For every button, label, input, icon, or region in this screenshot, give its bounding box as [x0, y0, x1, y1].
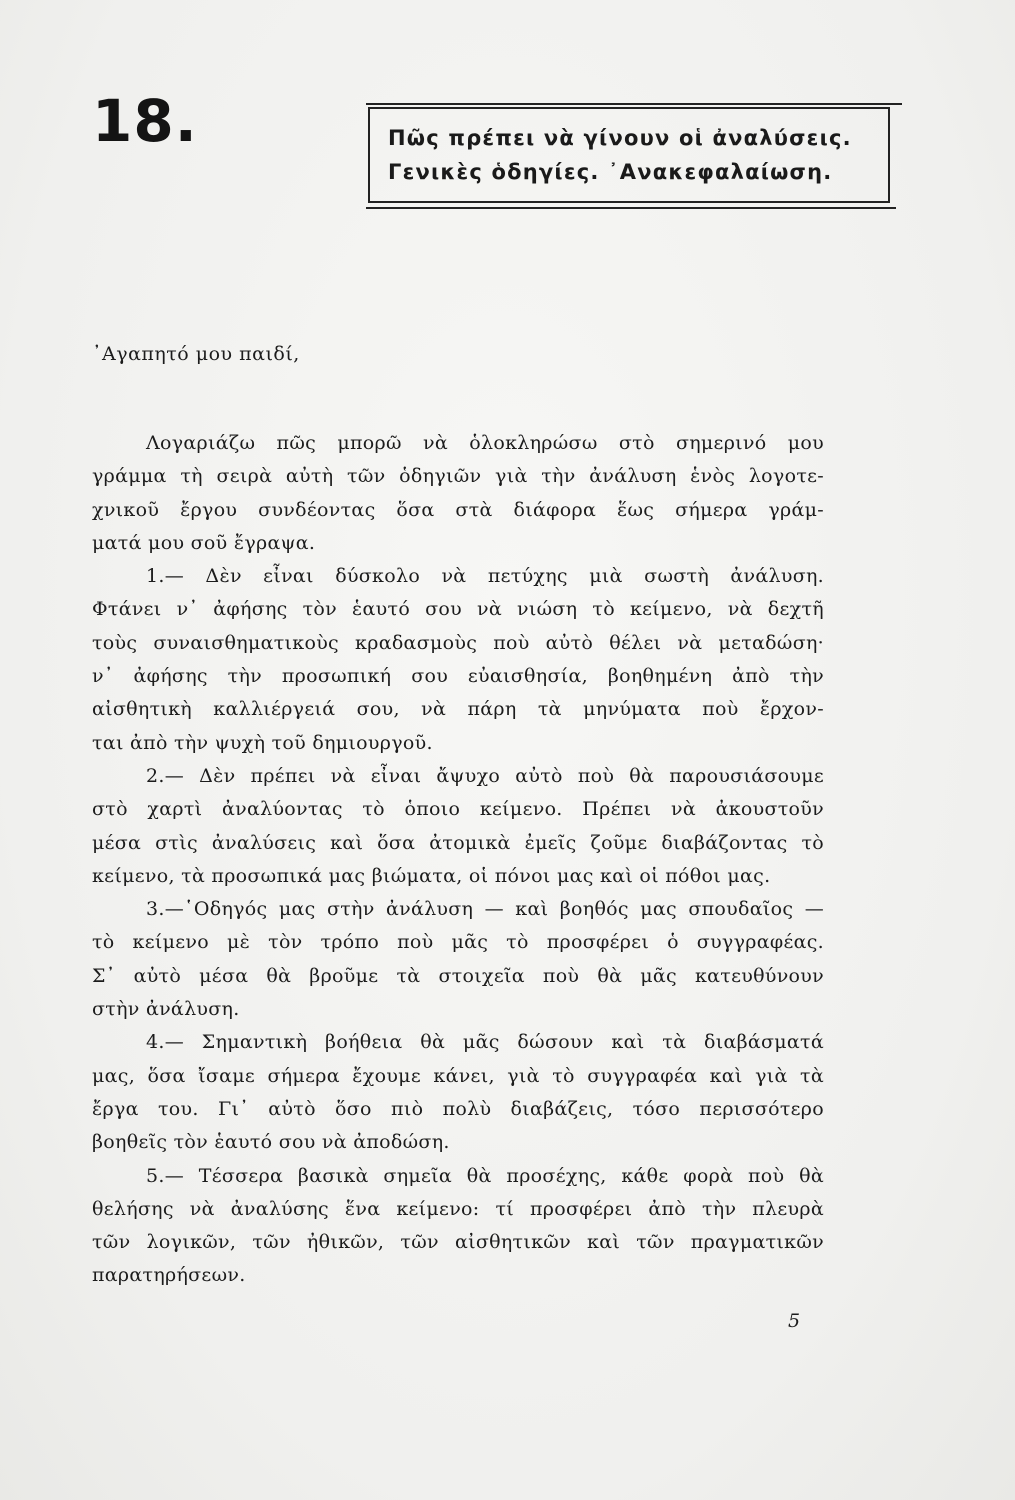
page-number: 5	[788, 1310, 801, 1332]
body-line: ν᾽ ἀφήσης τὴν προσωπική σου εὐαισθησία, βοηθημένη ἀπὸ τὴν	[92, 665, 824, 688]
body-line: παρατηρήσεων.	[92, 1264, 246, 1287]
chapter-number: 18.	[92, 87, 198, 155]
body-line: Λογαριάζω πῶς μπορῶ νὰ ὁλοκληρώσω στὸ σημερινό μου	[146, 432, 824, 454]
body-line: Φτάνει ν᾽ ἀφήσης τὸν ἑαυτό σου νὰ νιώση τὸ κείμενο, νὰ δεχτῆ	[92, 598, 824, 621]
body-line: 5.— Τέσσερα βασικὰ σημεῖα θὰ προσέχης, κάθε φορὰ ποὺ θὰ	[146, 1164, 824, 1187]
body-line: ἔργα του. Γι᾽ αὐτὸ ὅσο πιὸ πολὺ διαβάζεις, τόσο περισσότερο	[92, 1097, 824, 1120]
body-line: μας, ὅσα ἴσαμε σήμερα ἔχουμε κάνει, γιὰ τὸ συγγραφέα καὶ γιὰ τὰ	[92, 1064, 824, 1087]
body-line: Σ᾽ αὐτὸ μέσα θὰ βροῦμε τὰ στοιχεῖα ποὺ θὰ μᾶς κατευθύνουν	[92, 964, 824, 987]
body-line: αἰσθητικὴ καλλιέργειά σου, νὰ πάρη τὰ μηνύματα ποὺ ἔρχον-	[92, 698, 824, 721]
letter-body	[92, 427, 824, 1293]
title-rule-bottom	[366, 207, 896, 209]
chapter-title-line-2: Γενικὲς ὁδηγίες. ᾽Ανακεφαλαίωση.	[388, 160, 833, 184]
body-line: 3.—῾Οδηγός μας στὴν ἀνάλυση — καὶ βοηθός μας σπουδαῖος —	[146, 898, 824, 921]
title-rule-top	[366, 103, 902, 105]
body-line: 4.— Σημαντικὴ βοήθεια θὰ μᾶς δώσουν καὶ τὰ διαβάσματά	[146, 1031, 824, 1054]
body-line: κείμενο, τὰ προσωπικά μας βιώματα, οἱ πόνοι μας καὶ οἱ πόθοι μας.	[92, 864, 771, 887]
body-line: μέσα στὶς ἀναλύσεις καὶ ὅσα ἀτομικὰ ἐμεῖς ζοῦμε διαβάζοντας τὸ	[92, 831, 824, 854]
letter-greeting: ᾽Αγαπητό μου παιδί,	[92, 343, 300, 365]
chapter-title-box	[368, 107, 890, 203]
body-line: θελήσης νὰ ἀναλύσης ἕνα κείμενο: τί προσφέρει ἀπὸ τὴν πλευρὰ	[92, 1197, 824, 1220]
body-line: ται ἀπὸ τὴν ψυχὴ τοῦ δημιουργοῦ.	[92, 731, 433, 754]
body-line: 2.— Δὲν πρέπει νὰ εἶναι ἄψυχο αὐτὸ ποὺ θὰ παρουσιάσουμε	[146, 764, 824, 787]
chapter-title-line-1: Πῶς πρέπει νὰ γίνουν οἱ ἀναλύσεις.	[388, 126, 852, 150]
body-line: γράμμα τὴ σειρὰ αὐτὴ τῶν ὁδηγιῶν γιὰ τὴν ἀνάλυση ἑνὸς λογοτε-	[92, 465, 824, 488]
body-line: χνικοῦ ἔργου συνδέοντας ὅσα στὰ διάφορα ἕως σήμερα γράμ-	[92, 498, 824, 521]
body-line: 1.— Δὲν εἶναι δύσκολο νὰ πετύχης μιὰ σωστὴ ἀνάλυση.	[146, 565, 824, 588]
body-line: βοηθεῖς τὸν ἑαυτό σου νὰ ἀποδώση.	[92, 1131, 450, 1154]
body-line: τὸ κείμενο μὲ τὸν τρόπο ποὺ μᾶς τὸ προσφέρει ὁ συγγραφέας.	[92, 931, 824, 954]
body-line: τοὺς συναισθηματικοὺς κραδασμοὺς ποὺ αὐτὸ θέλει νὰ μεταδώση·	[92, 631, 824, 654]
body-line: ματά μου σοῦ ἔγραψα.	[92, 531, 316, 554]
body-line: τῶν λογικῶν, τῶν ἠθικῶν, τῶν αἰσθητικῶν καὶ τῶν πραγματικῶν	[92, 1231, 824, 1254]
body-line: στὸ χαρτὶ ἀναλύοντας τὸ ὁποιο κείμενο. Πρέπει νὰ ἀκουστοῦν	[92, 798, 824, 821]
body-line: στὴν ἀνάλυση.	[92, 998, 240, 1021]
